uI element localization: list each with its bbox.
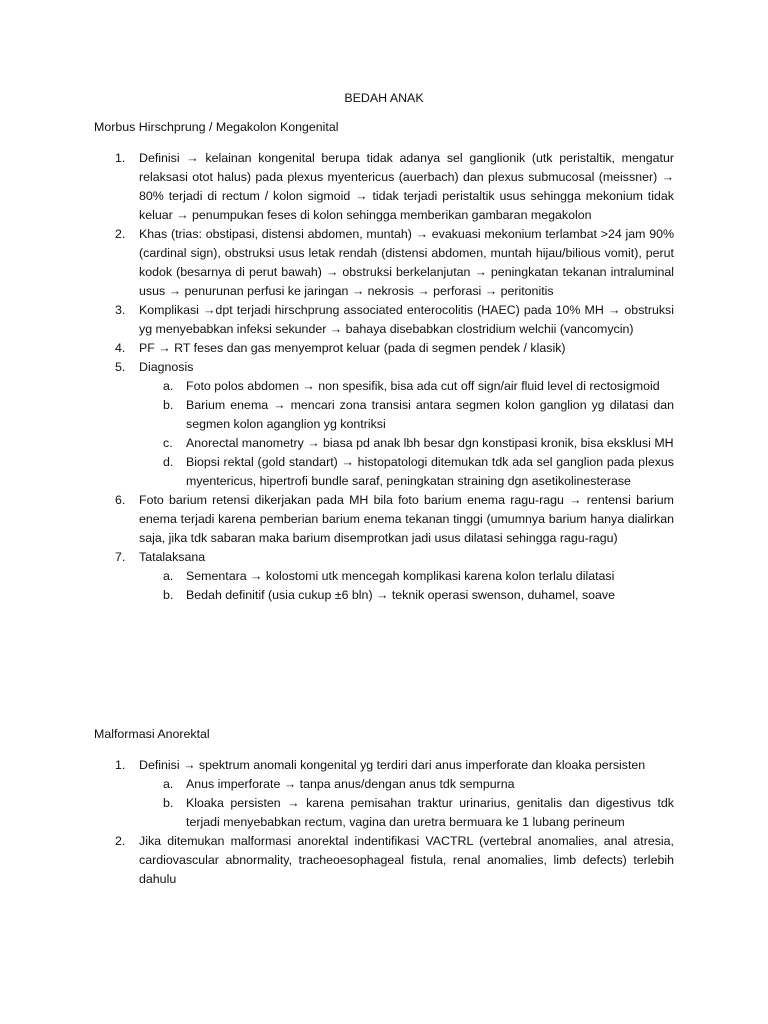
- item-text: Komplikasi →dpt terjadi hirschprung associated enterocolitis (HAEC) pada 10% MH → obstruksi yg menyebabkan infeksi sekunder → bahaya disebabkan clostridium welchii (vancomycin): [139, 303, 674, 336]
- section-title-hirschprung: Morbus Hirschprung / Megakolon Kongenital: [94, 120, 339, 134]
- page-title: BEDAH ANAK: [344, 91, 424, 105]
- item-number: 3.: [115, 303, 126, 317]
- item-text: Khas (trias: obstipasi, distensi abdomen, muntah) → evakuasi mekonium terlambat >24 jam 90% (cardinal sign), obstruksi usus letak rendah (distensi abdomen, muntah hijau/bilious vomit), perut kodok (besarnya di perut bawah) → obstruksi berkelanjutan → peningkatan tekanan intraluminal usus → penurunan perfusi ke jaringan → nekrosis → perforasi → peritonitis: [139, 227, 674, 298]
- sub-list-item: [94, 775, 674, 794]
- list-item: [94, 756, 674, 832]
- sub-item-letter: d.: [163, 455, 174, 469]
- tatalaksana-sublist: [139, 567, 674, 605]
- sub-list-item: [94, 434, 674, 453]
- list-item: [94, 225, 674, 301]
- item-number: 4.: [115, 341, 126, 355]
- sub-item-text: Bedah definitif (usia cukup ±6 bln) → teknik operasi swenson, duhamel, soave: [186, 588, 616, 602]
- item-number: 5.: [115, 360, 126, 374]
- list-item: [94, 491, 674, 548]
- sub-item-letter: b.: [163, 398, 174, 412]
- list-item: [94, 832, 674, 889]
- list-item: [94, 358, 674, 491]
- item-text: Diagnosis: [139, 360, 194, 374]
- sub-item-letter: a.: [163, 569, 174, 583]
- sub-list-item: [94, 586, 674, 605]
- item-number: 1.: [115, 151, 126, 165]
- sub-item-text: Anorectal manometry → biasa pd anak lbh besar dgn konstipasi kronik, bisa eksklusi MH: [186, 436, 674, 450]
- sub-item-letter: c.: [163, 436, 173, 450]
- item-text: Foto barium retensi dikerjakan pada MH bila foto barium enema ragu-ragu → rentensi barium enema terjadi karena pemberian barium enema tekanan tinggi (umumnya barium hanya dialirkan saja, jika tdk sabaran maka barium disemprotkan jadi usus dilatasi sehingga ragu-ragu): [139, 493, 674, 545]
- sub-item-text: Anus imperforate → tanpa anus/dengan anus tdk sempurna: [186, 777, 515, 791]
- list-item: [94, 301, 674, 339]
- sub-item-letter: b.: [163, 588, 174, 602]
- sub-item-text: Foto polos abdomen → non spesifik, bisa ada cut off sign/air fluid level di rectosigmoid: [186, 379, 660, 393]
- sub-item-letter: a.: [163, 777, 174, 791]
- item-number: 2.: [115, 227, 126, 241]
- item-text: PF → RT feses dan gas menyemprot keluar (pada di segmen pendek / klasik): [139, 341, 566, 355]
- section-title-malformasi: Malformasi Anorektal: [94, 727, 210, 741]
- list-item: [94, 339, 674, 358]
- sub-item-text: Kloaka persisten → karena pemisahan traktur urinarius, genitalis dan digestivus tdk terjadi menyebabkan rectum, vagina dan uretra bermuara ke 1 lubang perineum: [186, 796, 674, 829]
- item-number: 7.: [115, 550, 126, 564]
- item-number: 6.: [115, 493, 126, 507]
- item-text: Definisi → kelainan kongenital berupa tidak adanya sel ganglionik (utk peristaltik, mengatur relaksasi otot halus) pada plexus myentericus (auerbach) dan plexus submucosal (meissner) → 80% terjadi di rectum / kolon sigmoid → tidak terjadi peristaltik usus sehingga mekonium tidak keluar → penumpukan feses di kolon sehingga memberikan gambaran megakolon: [139, 151, 674, 222]
- item-text: Tatalaksana: [139, 550, 206, 564]
- list-item: [94, 548, 674, 605]
- sub-item-letter: b.: [163, 796, 174, 810]
- malformasi-list: [94, 756, 674, 889]
- sub-list-item: [94, 396, 674, 434]
- sub-item-text: Biopsi rektal (gold standart) → histopatologi ditemukan tdk ada sel ganglion pada plexus myentericus, hipertrofi bundle saraf, peningkatan straining dgn asetikolinesterase: [186, 455, 674, 488]
- item-text: Definisi → spektrum anomali kongenital yg terdiri dari anus imperforate dan kloaka persisten: [139, 758, 646, 772]
- definisi-sublist: [139, 775, 674, 832]
- diagnosis-sublist: [139, 377, 674, 491]
- sub-list-item: [94, 377, 674, 396]
- sub-item-text: Sementara → kolostomi utk mencegah komplikasi karena kolon terlalu dilatasi: [186, 569, 615, 583]
- sub-list-item: [94, 567, 674, 586]
- item-number: 2.: [115, 834, 126, 848]
- hirschprung-list: [94, 149, 674, 605]
- item-number: 1.: [115, 758, 126, 772]
- sub-item-letter: a.: [163, 379, 174, 393]
- sub-item-text: Barium enema → mencari zona transisi antara segmen kolon ganglion yg dilatasi dan segmen kolon aganglion yg kontriksi: [186, 398, 674, 431]
- sub-list-item: [94, 794, 674, 832]
- item-text: Jika ditemukan malformasi anorektal indentifikasi VACTRL (vertebral anomalies, anal atresia, cardiovascular abnormality, tracheoesophageal fistula, renal anomalies, limb defects) terlebih dahulu: [139, 834, 674, 886]
- sub-list-item: [94, 453, 674, 491]
- list-item: [94, 149, 674, 225]
